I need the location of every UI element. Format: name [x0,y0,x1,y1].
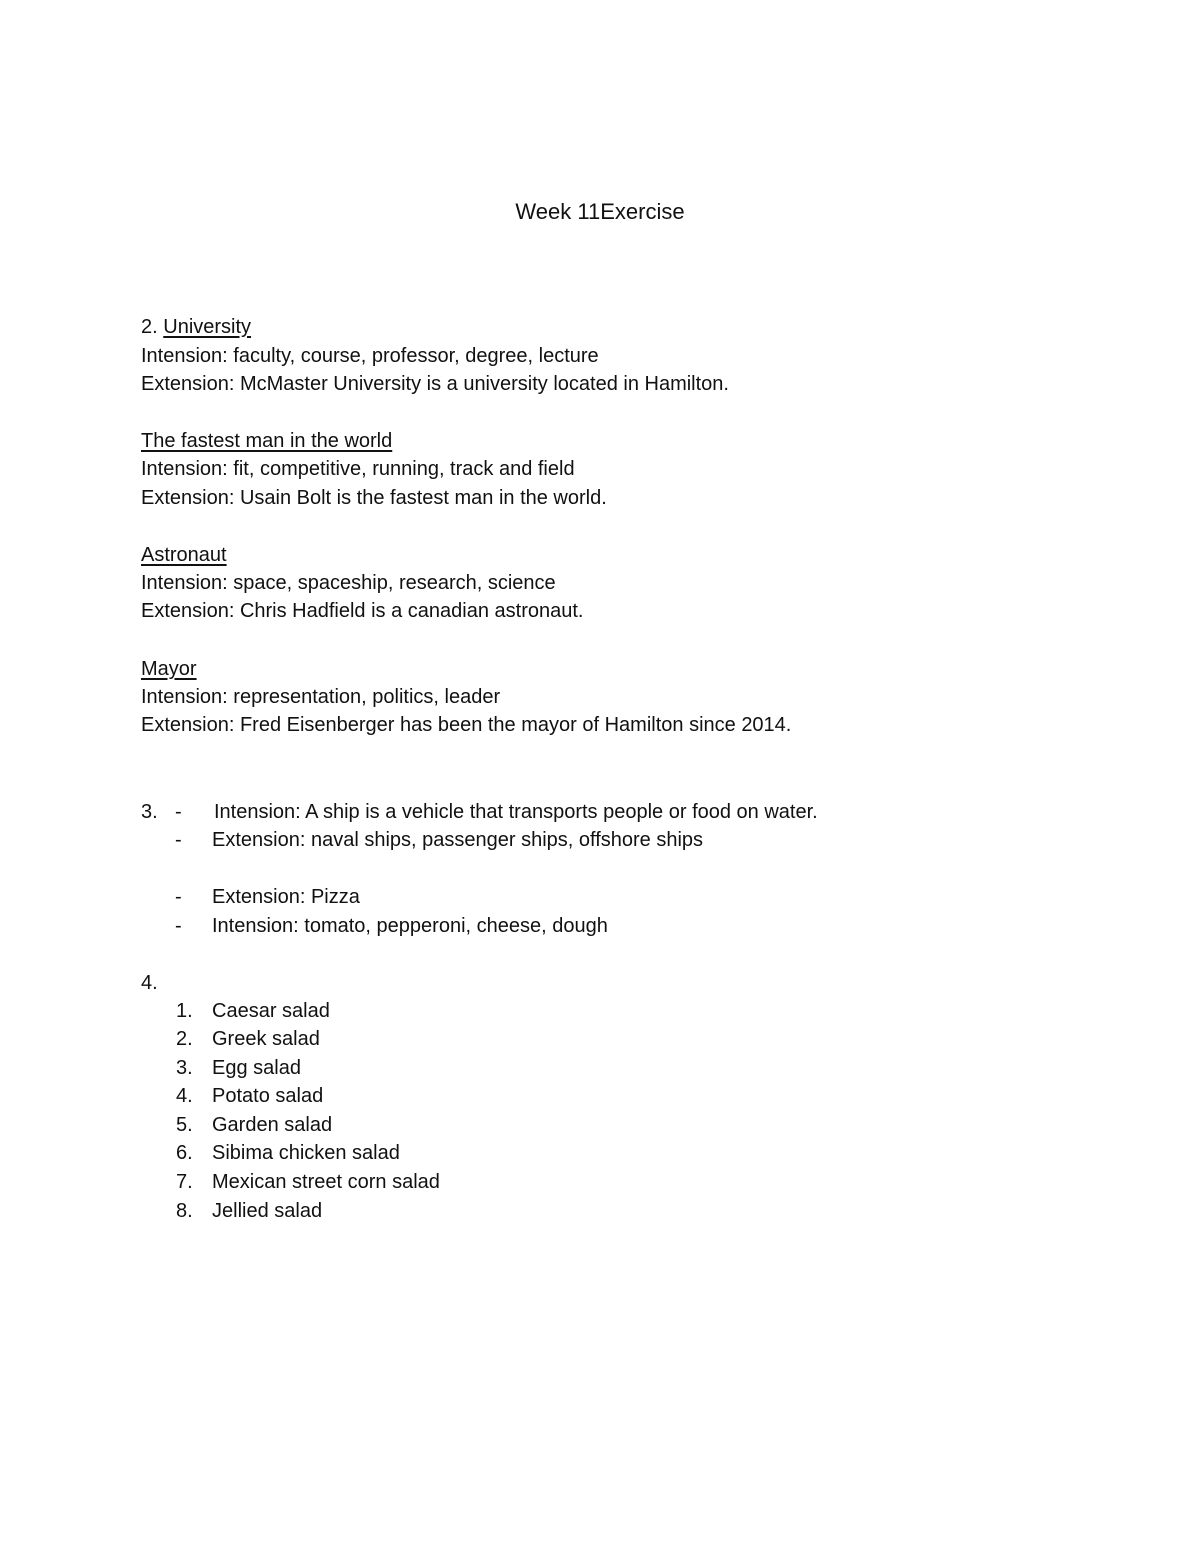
bullet-dash: - [175,915,182,937]
bullet-dash: - [175,801,182,823]
bullet-dash: - [175,829,182,851]
list-item: Caesar salad [212,1000,330,1022]
section-number: 2. [141,316,158,338]
list-number: 8. [176,1200,193,1222]
bullet-item: Intension: A ship is a vehicle that transports people or food on water. [214,801,818,823]
page-title: Week 11Exercise [515,199,685,224]
list-item: Sibima chicken salad [212,1142,400,1164]
intension-line: Intension: representation, politics, leader [141,686,501,708]
intension-line: Intension: space, spaceship, research, science [141,572,556,594]
bullet-item: Extension: Pizza [212,886,360,908]
section-number: 4. [141,972,158,994]
list-number: 7. [176,1171,193,1193]
extension-line: Extension: Fred Eisenberger has been the mayor of Hamilton since 2014. [141,714,792,736]
list-number: 1. [176,1000,193,1022]
list-item: Potato salad [212,1085,324,1107]
term-astronaut: Astronaut [141,544,227,566]
intension-line: Intension: faculty, course, professor, degree, lecture [141,345,599,367]
term-mayor: Mayor [141,658,197,680]
extension-line: Extension: McMaster University is a university located in Hamilton. [141,373,729,395]
list-number: 3. [176,1057,193,1079]
list-item: Jellied salad [212,1200,323,1222]
list-item: Egg salad [212,1057,301,1079]
extension-line: Extension: Usain Bolt is the fastest man in the world. [141,487,607,509]
list-item: Mexican street corn salad [212,1171,440,1193]
section-2-heading [141,313,251,341]
list-number: 4. [176,1085,193,1107]
list-item: Greek salad [212,1028,320,1050]
list-item: Garden salad [212,1114,333,1136]
extension-line: Extension: Chris Hadfield is a canadian astronaut. [141,600,584,622]
bullet-item: Extension: naval ships, passenger ships, offshore ships [212,829,704,851]
term-university: University [163,316,252,338]
list-number: 6. [176,1142,193,1164]
term-fastest-man: The fastest man in the world [141,430,393,452]
bullet-item: Intension: tomato, pepperoni, cheese, dough [212,915,608,937]
list-number: 5. [176,1114,193,1136]
list-number: 2. [176,1028,193,1050]
section-number: 3. [141,801,158,823]
bullet-dash: - [175,886,182,908]
intension-line: Intension: fit, competitive, running, track and field [141,458,575,480]
